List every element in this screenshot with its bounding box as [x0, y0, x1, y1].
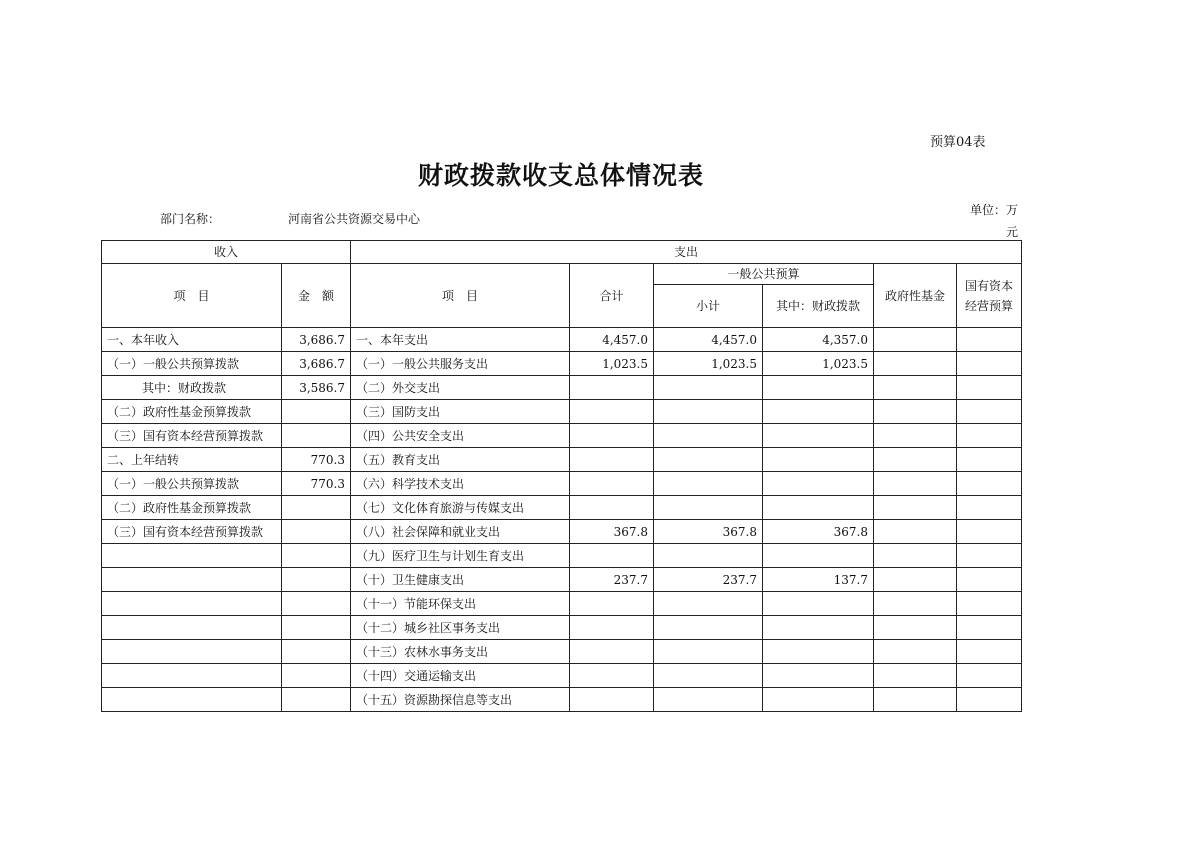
subtotal-cell [654, 688, 763, 712]
table-row [102, 376, 1022, 400]
header-total: 合计 [570, 264, 654, 328]
income-item-cell: 其中：财政拨款 [102, 376, 282, 400]
income-amount-cell: 3,686.7 [282, 352, 351, 376]
header-income-amount: 金 额 [282, 264, 351, 328]
fiscal-appropriation-cell [763, 688, 874, 712]
expense-item-cell: （六）科学技术支出 [351, 472, 570, 496]
total-cell [570, 544, 654, 568]
subtotal-cell [654, 376, 763, 400]
table-row [102, 424, 1022, 448]
header-gov-fund: 政府性基金 [874, 264, 957, 328]
income-item-cell: （二）政府性基金预算拨款 [102, 400, 282, 424]
income-amount-cell [282, 688, 351, 712]
unit-label [962, 199, 1018, 243]
income-item-cell [102, 664, 282, 688]
header-expense-item: 项 目 [351, 264, 570, 328]
table-row [102, 496, 1022, 520]
income-item-cell [102, 640, 282, 664]
income-item-cell: （一）一般公共预算拨款 [102, 472, 282, 496]
expense-item-cell: （七）文化体育旅游与传媒支出 [351, 496, 570, 520]
form-number: 预算04表 [930, 135, 986, 150]
subtotal-cell [654, 544, 763, 568]
fiscal-appropriation-cell [763, 448, 874, 472]
income-item-cell: （三）国有资本经营预算拨款 [102, 520, 282, 544]
total-cell [570, 376, 654, 400]
subtotal-cell [654, 592, 763, 616]
header-expense: 支出 [351, 241, 1022, 264]
income-amount-cell [282, 424, 351, 448]
state-capital-cell [957, 472, 1022, 496]
state-capital-cell [957, 400, 1022, 424]
fiscal-appropriation-cell [763, 592, 874, 616]
state-capital-cell [957, 568, 1022, 592]
table-row [102, 616, 1022, 640]
expense-item-cell: （十四）交通运输支出 [351, 664, 570, 688]
gov-fund-cell [874, 616, 957, 640]
state-capital-cell [957, 520, 1022, 544]
gov-fund-cell [874, 664, 957, 688]
total-cell [570, 448, 654, 472]
budget-table [101, 240, 1022, 712]
expense-item-cell: （三）国防支出 [351, 400, 570, 424]
table-row [102, 640, 1022, 664]
department-label: 部门名称： [160, 212, 221, 226]
state-capital-cell [957, 496, 1022, 520]
fiscal-appropriation-cell [763, 376, 874, 400]
expense-item-cell: （八）社会保障和就业支出 [351, 520, 570, 544]
table-row [102, 592, 1022, 616]
header-state-capital: 国有资本经营预算 [957, 264, 1022, 328]
total-cell [570, 472, 654, 496]
fiscal-appropriation-cell: 367.8 [763, 520, 874, 544]
state-capital-cell [957, 616, 1022, 640]
expense-item-cell: （十一）节能环保支出 [351, 592, 570, 616]
subtotal-cell: 237.7 [654, 568, 763, 592]
expense-item-cell: （一）一般公共服务支出 [351, 352, 570, 376]
state-capital-cell [957, 352, 1022, 376]
state-capital-cell [957, 664, 1022, 688]
income-amount-cell [282, 640, 351, 664]
fiscal-appropriation-cell [763, 640, 874, 664]
subtotal-cell [654, 424, 763, 448]
fiscal-appropriation-cell: 1,023.5 [763, 352, 874, 376]
income-amount-cell [282, 664, 351, 688]
header-subtotal: 小计 [654, 285, 763, 328]
page-title: 财政拨款收支总体情况表 [417, 161, 704, 190]
state-capital-cell [957, 640, 1022, 664]
state-capital-cell [957, 688, 1022, 712]
expense-item-cell: （五）教育支出 [351, 448, 570, 472]
unit-line-1: 单位：万 [969, 203, 1018, 217]
table-row [102, 448, 1022, 472]
table-row [102, 400, 1022, 424]
state-capital-cell [957, 328, 1022, 352]
total-cell [570, 640, 654, 664]
fiscal-appropriation-cell [763, 400, 874, 424]
gov-fund-cell [874, 352, 957, 376]
department-name: 河南省公共资源交易中心 [288, 212, 421, 226]
income-amount-cell [282, 568, 351, 592]
income-amount-cell: 770.3 [282, 472, 351, 496]
income-item-cell: （三）国有资本经营预算拨款 [102, 424, 282, 448]
total-cell: 4,457.0 [570, 328, 654, 352]
state-capital-cell [957, 448, 1022, 472]
header-general-budget: 一般公共预算 [654, 264, 874, 285]
expense-item-cell: （十五）资源勘探信息等支出 [351, 688, 570, 712]
fiscal-appropriation-cell [763, 616, 874, 640]
header-income: 收入 [102, 241, 351, 264]
fiscal-appropriation-cell: 137.7 [763, 568, 874, 592]
subtotal-cell [654, 664, 763, 688]
income-item-cell [102, 544, 282, 568]
total-cell: 237.7 [570, 568, 654, 592]
table-row [102, 520, 1022, 544]
income-item-cell [102, 688, 282, 712]
total-cell [570, 616, 654, 640]
header-income-item: 项 目 [102, 264, 282, 328]
header-fiscal-appropriation: 其中：财政拨款 [763, 285, 874, 328]
unit-line-2: 元 [1005, 225, 1018, 239]
total-cell [570, 664, 654, 688]
table-row [102, 568, 1022, 592]
expense-item-cell: （四）公共安全支出 [351, 424, 570, 448]
subtotal-cell [654, 496, 763, 520]
total-cell: 1,023.5 [570, 352, 654, 376]
fiscal-appropriation-cell: 4,357.0 [763, 328, 874, 352]
expense-item-cell: （十二）城乡社区事务支出 [351, 616, 570, 640]
gov-fund-cell [874, 520, 957, 544]
gov-fund-cell [874, 328, 957, 352]
total-cell [570, 688, 654, 712]
table-row [102, 664, 1022, 688]
income-amount-cell [282, 400, 351, 424]
expense-item-cell: 一、本年支出 [351, 328, 570, 352]
income-item-cell: （二）政府性基金预算拨款 [102, 496, 282, 520]
gov-fund-cell [874, 568, 957, 592]
total-cell [570, 592, 654, 616]
gov-fund-cell [874, 376, 957, 400]
gov-fund-cell [874, 640, 957, 664]
income-amount-cell [282, 544, 351, 568]
fiscal-appropriation-cell [763, 424, 874, 448]
table-row [102, 544, 1022, 568]
total-cell: 367.8 [570, 520, 654, 544]
table-row [102, 472, 1022, 496]
fiscal-appropriation-cell [763, 472, 874, 496]
subtotal-cell [654, 400, 763, 424]
gov-fund-cell [874, 496, 957, 520]
income-item-cell [102, 592, 282, 616]
income-amount-cell [282, 616, 351, 640]
income-amount-cell [282, 496, 351, 520]
gov-fund-cell [874, 688, 957, 712]
fiscal-appropriation-cell [763, 496, 874, 520]
income-item-cell: （一）一般公共预算拨款 [102, 352, 282, 376]
income-amount-cell [282, 520, 351, 544]
income-amount-cell: 770.3 [282, 448, 351, 472]
header-row-columns [102, 264, 1022, 285]
gov-fund-cell [874, 592, 957, 616]
header-row-groups [102, 241, 1022, 264]
subtotal-cell: 367.8 [654, 520, 763, 544]
gov-fund-cell [874, 448, 957, 472]
subtotal-cell: 4,457.0 [654, 328, 763, 352]
subtotal-cell [654, 448, 763, 472]
total-cell [570, 424, 654, 448]
state-capital-cell [957, 424, 1022, 448]
income-item-cell [102, 568, 282, 592]
income-item-cell [102, 616, 282, 640]
gov-fund-cell [874, 472, 957, 496]
gov-fund-cell [874, 400, 957, 424]
fiscal-appropriation-cell [763, 544, 874, 568]
gov-fund-cell [874, 424, 957, 448]
subtotal-cell [654, 472, 763, 496]
expense-item-cell: （十）卫生健康支出 [351, 568, 570, 592]
table-row [102, 328, 1022, 352]
state-capital-cell [957, 376, 1022, 400]
state-capital-cell [957, 592, 1022, 616]
income-item-cell: 二、上年结转 [102, 448, 282, 472]
total-cell [570, 496, 654, 520]
income-amount-cell: 3,686.7 [282, 328, 351, 352]
income-amount-cell: 3,586.7 [282, 376, 351, 400]
gov-fund-cell [874, 544, 957, 568]
state-capital-cell [957, 544, 1022, 568]
income-amount-cell [282, 592, 351, 616]
total-cell [570, 400, 654, 424]
table-row [102, 688, 1022, 712]
expense-item-cell: （二）外交支出 [351, 376, 570, 400]
expense-item-cell: （十三）农林水事务支出 [351, 640, 570, 664]
budget-table-body [102, 241, 1022, 712]
subtotal-cell [654, 616, 763, 640]
subtotal-cell: 1,023.5 [654, 352, 763, 376]
expense-item-cell: （九）医疗卫生与计划生育支出 [351, 544, 570, 568]
fiscal-appropriation-cell [763, 664, 874, 688]
subtotal-cell [654, 640, 763, 664]
income-item-cell: 一、本年收入 [102, 328, 282, 352]
table-row [102, 352, 1022, 376]
